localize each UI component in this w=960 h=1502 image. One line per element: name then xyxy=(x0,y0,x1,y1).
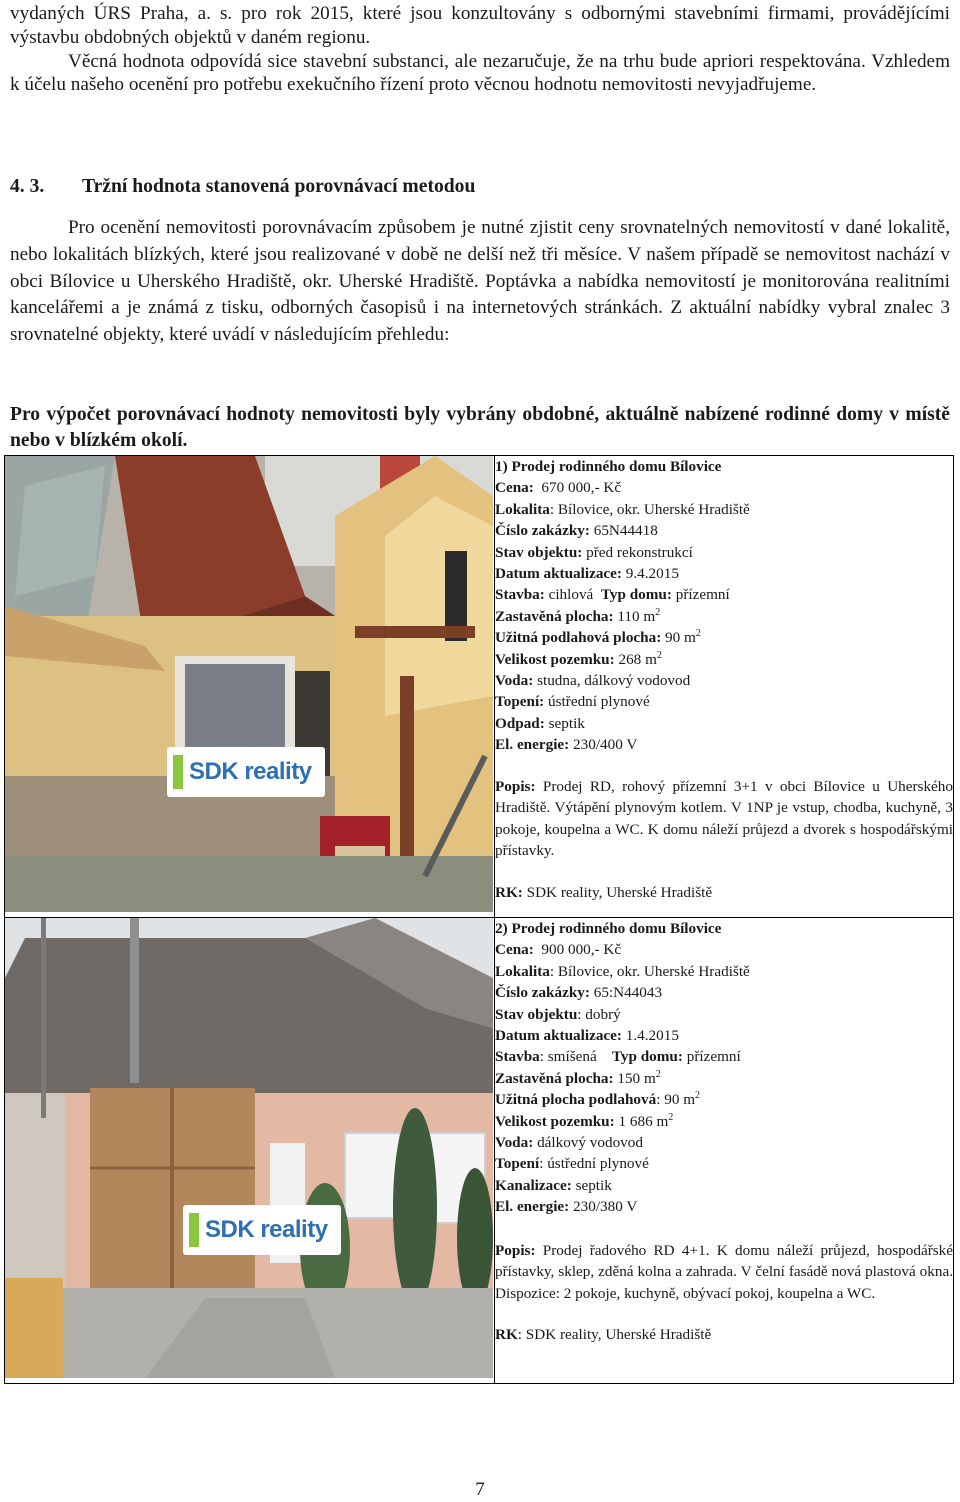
section-paragraph xyxy=(10,215,950,349)
listing-build: Stavba: smíšená Typ domu: přízemní xyxy=(495,1048,741,1066)
house-photo xyxy=(5,456,493,917)
listing-price: Cena: 900 000,- Kč xyxy=(495,941,622,959)
selection-text: Pro výpočet porovnávací hodnoty nemovitosti byly vybrány obdobné, aktuálně nabízené rodinné domy v místě nebo v blízkém okolí. xyxy=(10,404,950,451)
listing-heating: Topení: ústřední plynové xyxy=(495,693,650,711)
page-number: 7 xyxy=(475,1479,485,1500)
listing-row xyxy=(5,918,954,1384)
listing-waste: Odpad: septik xyxy=(495,714,585,732)
listing-sewage: Kanalizace: septik xyxy=(495,1176,612,1194)
listing-date: Datum aktualizace: 1.4.2015 xyxy=(495,1027,679,1045)
listing-energy: El. energie: 230/400 V xyxy=(495,736,638,754)
listing-info-cell xyxy=(495,456,954,918)
listing-locality: Lokalita: Bílovice, okr. Uherské Hradiště xyxy=(495,962,750,980)
sdk-logo xyxy=(167,747,325,797)
listing-description: Popis: Prodej řadového RD 4+1. K domu náleží průjezd, hospodářské přístavky, sklep, zděná kolna a zahrada. V čelní fasádě nová plastová okna. Dispozice: 2 pokoje, kuchyně, obývací pokoj, koupelna a WC. xyxy=(495,1241,953,1302)
listing-built-area: Zastavěná plocha: 110 $m^2$ xyxy=(495,606,661,625)
logo-mark-icon xyxy=(189,1213,199,1247)
listing-water: Voda: dálkový vodovod xyxy=(495,1134,643,1152)
listing-order: Číslo zakázky: 65N44418 xyxy=(495,522,658,540)
listing-title: 2) Prodej rodinného domu Bílovice xyxy=(495,920,722,937)
listing-order: Číslo zakázky: 65:N44043 xyxy=(495,984,663,1002)
listing-locality: Lokalita: Bílovice, okr. Uherské Hradiště xyxy=(495,500,750,518)
selection-paragraph xyxy=(10,402,950,453)
comparison-paragraph: Pro ocenění nemovitosti porovnávacím způsobem je nutné zjistit ceny srovnatelných nemovitostí v dané lokalitě, nebo lokalitách blízkých, které jsou realizované v době ne delší než tři měsíce. V našem případě se nemovitost nachází v obci Bílovice u Uherského Hradiště, okr. Uherské Hradiště. Poptávka a nabídka nemovitostí je monitorována realitními kancelářemi a je známá z tisku, odborných časopisů i na internetových stránkách. Z aktuální nabídky vybral znalec 3 srovnatelné objekty, které uvádí v následujícím přehledu: xyxy=(10,217,950,346)
logo-text: SDK reality xyxy=(205,1216,328,1243)
listing-plot: Velikost pozemku: 268 $m^2$ xyxy=(495,649,662,668)
listing-price: Cena: 670 000,- Kč xyxy=(495,479,622,497)
listing-water: Voda: studna, dálkový vodovod xyxy=(495,672,691,690)
intro-text xyxy=(10,2,950,97)
listing-state: Stav objektu: dobrý xyxy=(495,1005,621,1023)
sdk-logo xyxy=(183,1205,341,1255)
listing-heating: Topení: ústřední plynové xyxy=(495,1155,649,1173)
listing-row xyxy=(5,456,954,918)
intro-line-2: Věcná hodnota odpovídá sice stavební substanci, ale nezaručuje, že na trhu bude apriori respektována. Vzhledem k účelu našeho ocenění pro potřebu exekučního řízení proto věcnou hodnotu nemovitosti nevyjadřujeme. xyxy=(10,50,950,96)
section-number: 4. 3. xyxy=(10,176,45,197)
listing-photo-cell xyxy=(5,918,495,1384)
listing-agency: RK: SDK reality, Uherské Hradiště xyxy=(495,884,713,902)
listing-energy: El. energie: 230/380 V xyxy=(495,1198,638,1216)
listing-plot: Velikost pozemku: 1 686 $m^2$ xyxy=(495,1111,674,1130)
listing-build: Stavba: cihlová Typ domu: přízemní xyxy=(495,586,730,604)
logo-text: SDK reality xyxy=(189,758,312,785)
listing-date: Datum aktualizace: 9.4.2015 xyxy=(495,565,679,583)
intro-line-1: vydaných ÚRS Praha, a. s. pro rok 2015, které jsou konzultovány s odbornými stavebními firmami, provádějícími výstavbu obdobných objektů v daném regionu. xyxy=(10,3,950,48)
section-heading xyxy=(10,176,950,198)
listing-state: Stav objektu: před rekonstrukcí xyxy=(495,543,693,561)
house-1-illustration xyxy=(5,456,493,912)
logo-mark-icon xyxy=(173,755,183,789)
listing-usable-area: Užitná podlahová plocha: 90 $m^2$ xyxy=(495,628,701,647)
listing-description: Popis: Prodej RD, rohový přízemní 3+1 v obci Bílovice u Uherského Hradiště. Výtápění plynovým kotlem. V 1NP je vstup, chodba, kuchyně, 3 pokoje, koupelna a WC. K domu náleží průjezd a dvorek s hospodářskými přístavky. xyxy=(495,777,953,860)
section-title: Tržní hodnota stanovená porovnávací metodou xyxy=(82,176,476,197)
listing-info-cell xyxy=(495,918,954,1384)
listings-table xyxy=(4,455,954,1384)
house-2-illustration xyxy=(5,918,493,1378)
listing-built-area: Zastavěná plocha: 150 $m^2$ xyxy=(495,1068,661,1087)
listing-agency: RK: SDK reality, Uherské Hradiště xyxy=(495,1326,712,1344)
listing-usable-area: Užitná plocha podlahová: 90 $m^2$ xyxy=(495,1090,701,1109)
house-photo xyxy=(5,918,493,1383)
listing-photo-cell xyxy=(5,456,495,918)
listing-title: 1) Prodej rodinného domu Bílovice xyxy=(495,458,722,475)
